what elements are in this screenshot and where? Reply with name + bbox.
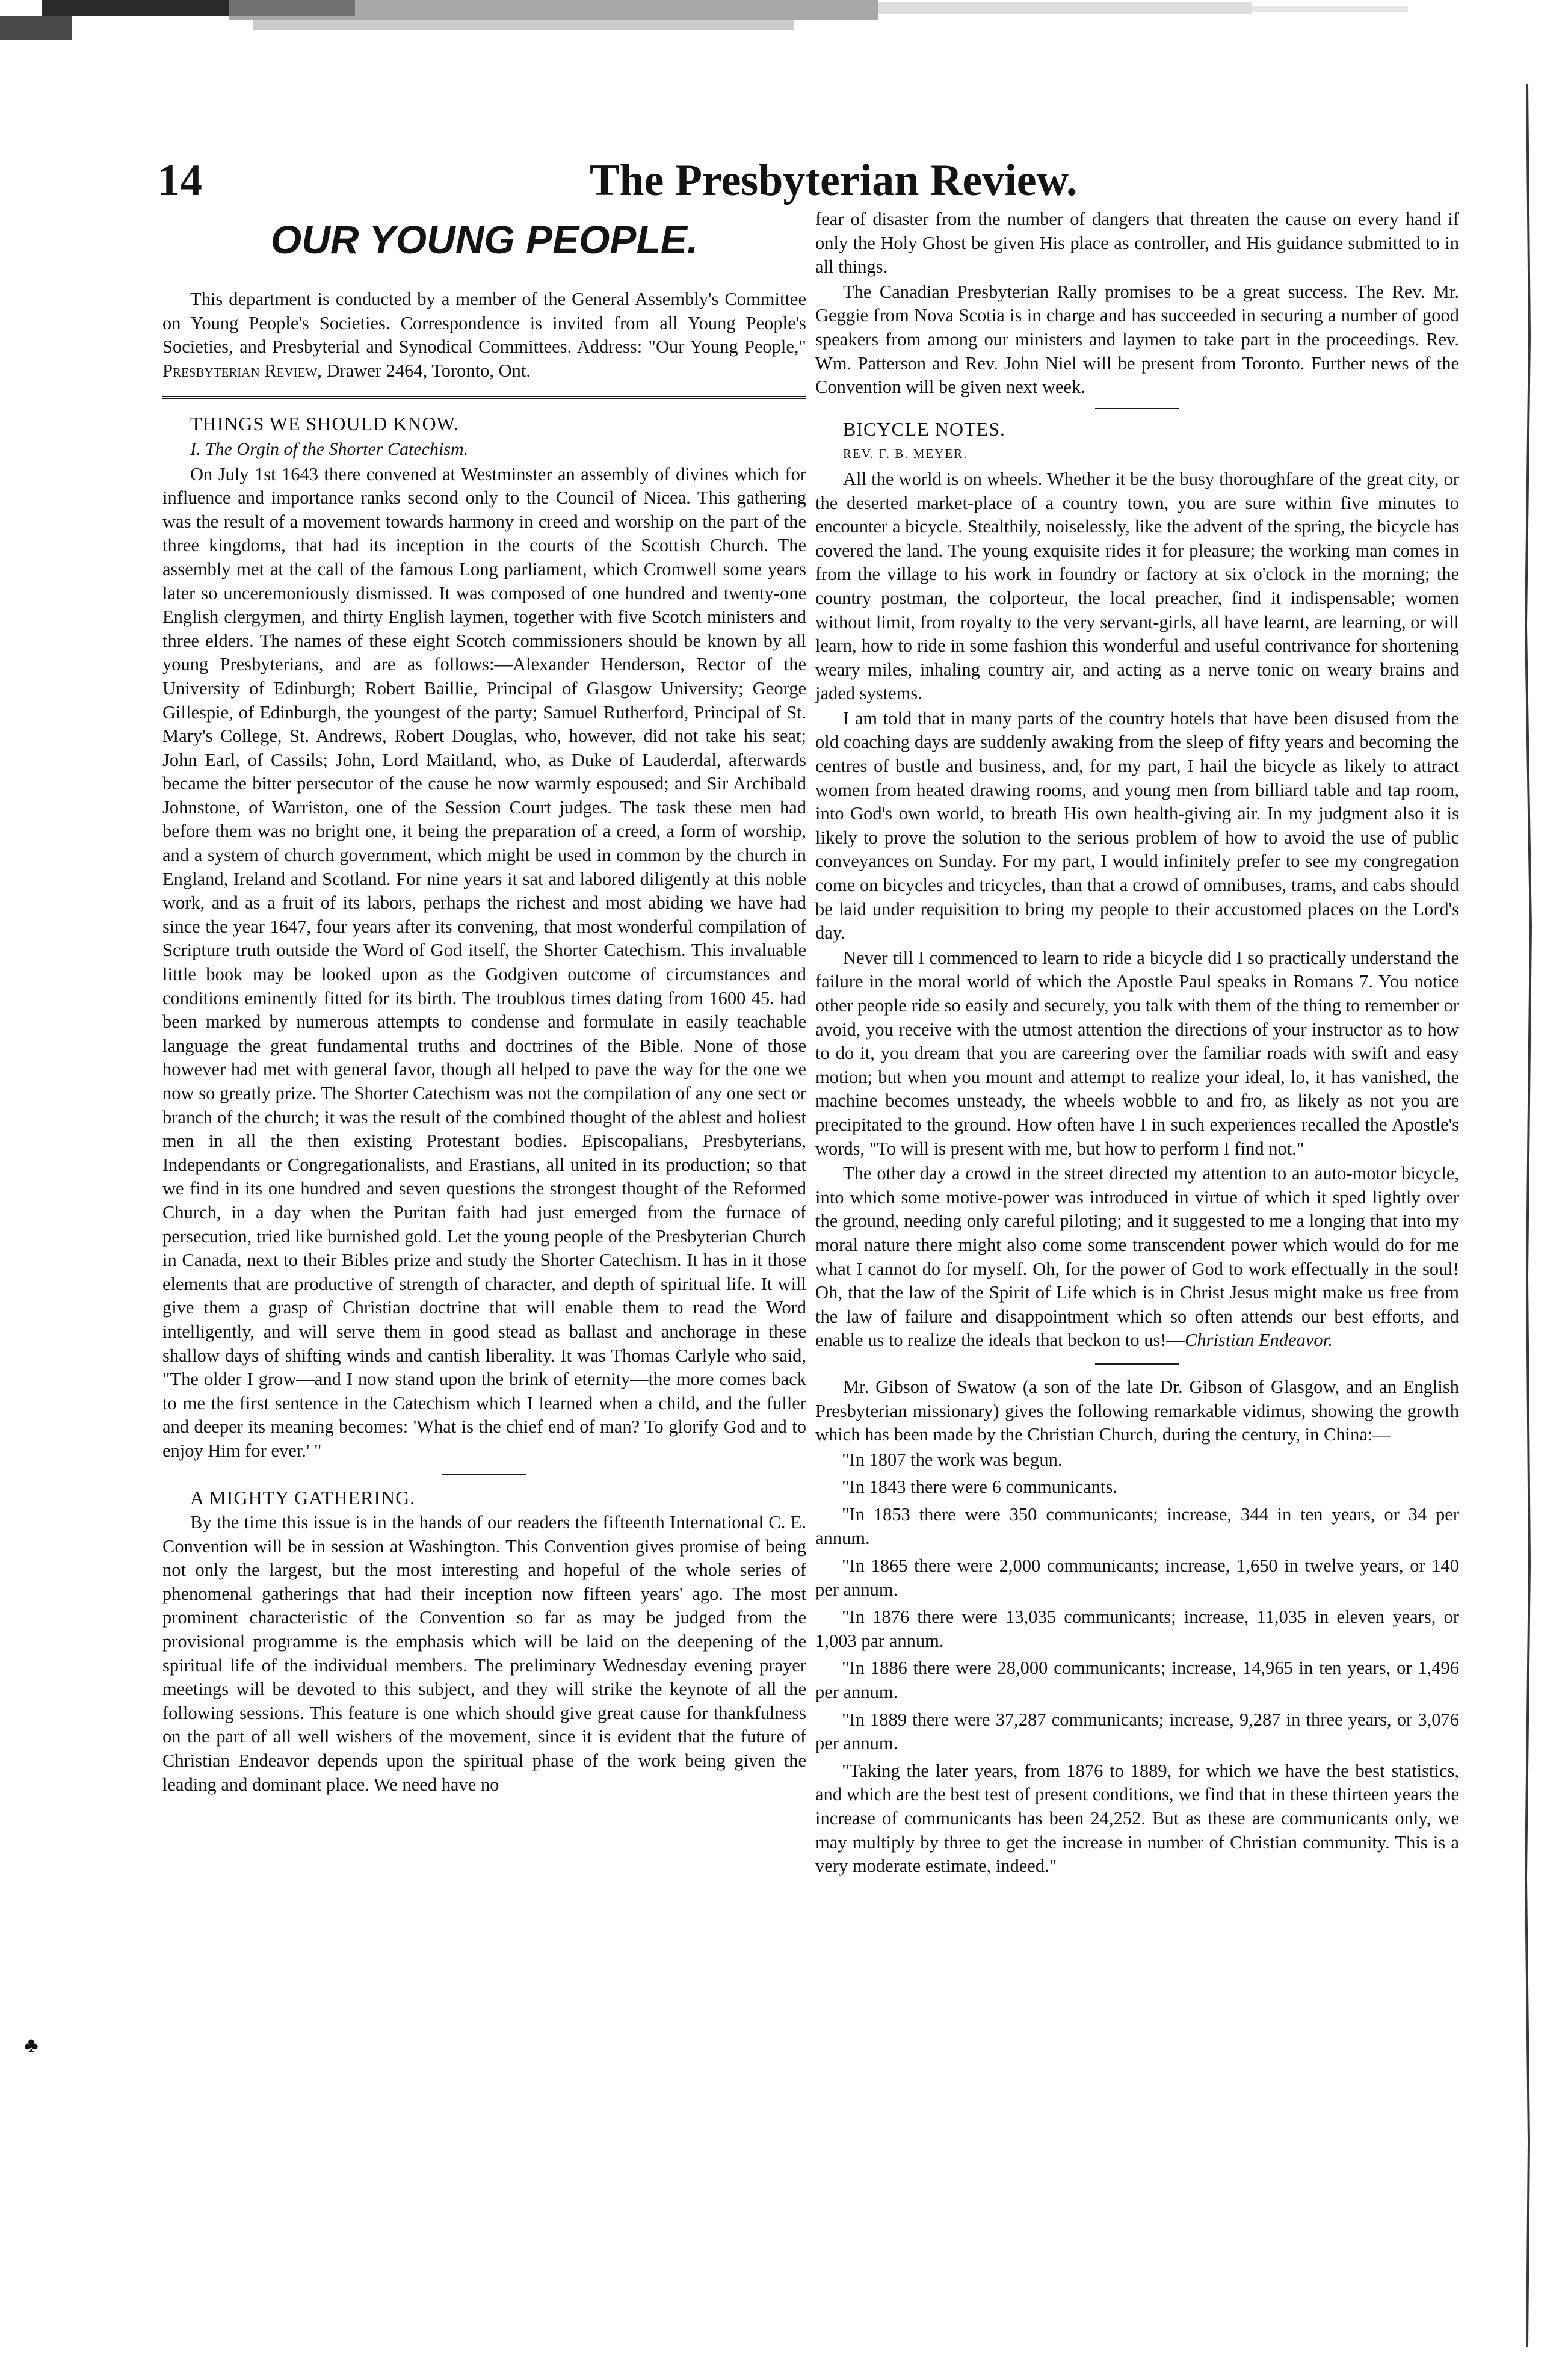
page-edge-binding-line (1509, 84, 1545, 2347)
article-paragraph: All the world is on wheels. Whether it be the busy thoroughfare of the great city, or the deserted market-place of a country town, you are sure within five minutes to encounter a bicycle. Stealthily, noiselessly, like the advent of the spring, the bicycle has covered the land. The young exquisite rides it for pleasure; the working man comes in from the village to his work in foundry or factory at six o'clock in the morning; the country postman, the colporteur, the local preacher, find it indispensable; women without limit, from royalty to the very servant-girls, all have learnt, are learning, or will learn, how to ride in some fashion this wonderful and useful contrivance for shortening weary miles, inhaling country air, and acting as a nerve tonic on weary brains and jaded systems. (815, 468, 1459, 704)
intro-journal-name: Presbyterian Review, (162, 360, 322, 381)
article-paragraph: I am told that in many parts of the country hotels that have been disused from the old coaching days are suddenly awaking from the sleep of fifty years and becoming the centres of bustle and business, and, for my part, I hail the bicycle as likely to attract women from heated drawing rooms, and young men from billiard table and tap room, into God's own world, to breath His own health-giving air. In my judgment also it is likely to prove the solution to the serious problem of how to avoid the use of public conveyances on Sunday. For my part, I would infinitely prefer to see my congregation come on bicycles and tricycles, than that a crowd of omnibuses, trams, and cabs should be laid under requisition to bring my people to their accustomed places on the Lord's day. (815, 708, 1459, 943)
article-title: THINGS WE SHOULD KNOW. (190, 413, 459, 435)
journal-title: The Presbyterian Review. (590, 156, 1078, 205)
stat-line: "In 1876 there were 13,035 communicants; increase, 11,035 in eleven years, or 1,003 par annum. (815, 1607, 1459, 1651)
article-title: A MIGHTY GATHERING. (190, 1486, 416, 1508)
stat-line: "In 1843 there were 6 communicants. (842, 1477, 1117, 1498)
article-paragraph: Never till I commenced to learn to ride a bicycle did I so practically understand the failure in the moral world of which the Apostle Paul speaks in Romans 7. You notice other people ride so easily and securely, you talk with them of the thing to remember or avoid, you receive with the utmost attention the directions of your instructor as to how to do it, you dream that you are careering over the familiar roads with swift and easy motion; but when you mount and attempt to realize your ideal, lo, it has vanished, the machine becomes unsteady, the wheels wobble to and fro, as likely as not you are precipitated to the ground. How often have I in such experiences recalled the Apostle's words, "To will is present with me, but how to perform I find not." (815, 947, 1459, 1159)
article-paragraph: Mr. Gibson of Swatow (a son of the late Dr. Gibson of Glasgow, and an English Presbyterian missionary) gives the following remarkable vidimus, showing the growth which has been made by the Christian Church, during the century, in China:— (815, 1376, 1459, 1445)
article-paragraph: The Canadian Presbyterian Rally promises to be a great success. The Rev. Mr. Geggie from Nova Scotia is in charge and has succeeded in securing a number of good speakers from among our ministers and laymen to take part in the proceedings. Rev. Wm. Patterson and Rev. John Niel will be present from Toronto. Further news of the Convention will be given next week. (815, 281, 1459, 398)
article-byline: REV. F. B. MEYER. (843, 446, 968, 461)
paragraph-text: The other day a crowd in the street directed my attention to an auto-motor bicycle, into which some motive-power was introduced in virtue of which it sped lightly over the ground, needing only careful piloting; and it suggested to me a longing that into my moral nature there might also come some transcendent power which would do for me what I cannot do for myself. Oh, for the power of God to work effectually in the soul! Oh, that the law of the Spirit of Life which is in Christ Jesus might make us free from the law of failure and disappointment which so often attends our best efforts, and enable us to realize the ideals that beckon to us!— (815, 1163, 1459, 1351)
article-paragraph: On July 1st 1643 there convened at Westminster an assembly of divines which for influence and importance ranks second only to the Council of Nicea. This gathering was the result of a movement towards harmony in creed and worship on the part of the three kingdoms, that had its inception in the courts of the Scottish Church. The assembly met at the call of the famous Long parliament, which Cromwell some years later so unceremoniously dismissed. It was composed of one hundred and twenty-one English clergymen, and thirty English laymen, together with five Scotch ministers and three elders. The names of these eight Scotch commissioners should be known by all young Presbyterians, and are as follows:—Alexander Henderson, Rector of the University of Edinburgh; Robert Baillie, Principal of Glasgow University; George Gillespie, of Edinburgh, the youngest of the party; Samuel Rutherford, Principal of St. Mary's College, St. Andrews, Robert Douglas, who, however, did not take his seat; John Earl, of Cassils; John, Lord Maitland, who, as Duke of Lauderdal, afterwards became the bitter persecutor of the cause he now warmly espoused; and Sir Archibald Johnstone, of Warriston, one of the Session Court judges. The task these men had before them was no bright one, it being the preparation of a creed, a form of worship, and a system of church government, which might be used in common by the church in England, Ireland and Scotland. For nine years it sat and labored diligently at this noble work, and as a fruit of its labors, perhaps the richest and most abiding we have had since the year 1647, four years after its convening, that most wonderful compilation of Scripture truth outside the Word of God itself, the Shorter Catechism. This invaluable little book may be looked upon as the Godgiven outcome of circumstances and conditions eminently fitted for its birth. The troublous times dating from 1600 45. had been marked by numerous attempts to condense and formulate in easily teachable language the great fundamental truths and doctrines of the Bible. None of those however had met with general favor, though all helped to pave the way for the one we now so greatly prize. The Shorter Catechism was not the compilation of any one sect or branch of the church; it was the result of the combined thought of the ablest and holiest men in all the then existing Protestant bodies. Episcopalians, Presbyterians, Independants or Congregationalists, and Erastians, all united in its production; so that we find in its one hundred and seven questions the strongest thought of the Reformed Church, in a day when the Puritan faith had just emerged from the furnace of persecution, tried like burnished gold. Let the young people of the Presbyterian Church in Canada, next to their Bibles prize and study the Shorter Catechism. It has in it those elements that are productive of strength of character, and depth of spiritual life. It will give them a grasp of Christian doctrine that will enable them to read the Word intelligently, and will serve them in good stead as ballast and anchorage in these shallow days of shifting winds and cantish liberality. It was Thomas Carlyle who said, "The older I grow—and I now stand upon the brink of eternity—the more comes back to me the first sentence in the Catechism which I learned when a child, and the fuller and deeper its meaning becomes: 'What is the chief end of man? To glorify God and to enjoy Him for ever.' " (162, 463, 806, 1461)
stat-line: "In 1853 there were 350 communicants; increase, 344 in ten years, or 34 per annum. (815, 1504, 1459, 1549)
stat-line: "Taking the later years, from 1876 to 1889, for which we have the best statistics, and which are the best test of present conditions, we find that in these thirteen years the increase of communicants has been 24,252. But as these are communicants only, we may multiply by three to get the increase in number of Christian community. This is a very moderate estimate, indeed." (815, 1760, 1459, 1877)
stat-line: "In 1865 there were 2,000 communicants; increase, 1,650 in twelve years, or 140 per annum. (815, 1555, 1459, 1600)
page-number: 14 (158, 156, 202, 205)
short-rule (442, 1474, 526, 1475)
short-rule (1095, 1363, 1179, 1365)
scan-damage-strip (0, 0, 1568, 47)
article-title: BICYCLE NOTES. (843, 418, 1005, 440)
article-paragraph: fear of disaster from the number of dangers that threaten the cause on every hand if only the Holy Ghost be given His place as controller, and His guidance submitted to in all things. (815, 209, 1459, 277)
double-rule (162, 396, 806, 399)
article-subtitle: I. The Orgin of the Shorter Catechism. (190, 439, 469, 459)
stat-line: "In 1807 the work was begun. (842, 1449, 1063, 1470)
right-column (815, 208, 1459, 1882)
intro-text: This department is conducted by a member of the General Assembly's Committee on Young People's Societies. Correspondence is invited from all Young People's Societies, and Presbyterial and Synodical Committees. Address: "Our Young People," (162, 289, 806, 357)
short-rule (1095, 408, 1179, 409)
stat-line: "In 1886 there were 28,000 communicants; increase, 14,965 in ten years, or 1,496 per annum. (815, 1658, 1459, 1703)
article-paragraph: By the time this issue is in the hands of our readers the fifteenth International C. E. Convention will be in session at Washington. This Convention gives promise of being not only the largest, but the most interesting and hopeful of the whole series of phenomenal gatherings that had their inception now fifteen years' ago. The most prominent characteristic of the Convention so far as may be judged from the provisional programme is the emphasis which will be laid on the deepening of the spiritual life of the individual members. The preliminary Wednesday evening prayer meetings will be devoted to this subject, and they will strike the keynote of all the following sessions. This feature is one which should give great cause for thankfulness on the part of all well wishers of the movement, since it is evident that the future of Christian Endeavor depends upon the spiritual phase of the work being given the leading and dominant place. We need have no (162, 1512, 806, 1795)
article-paragraph (815, 1162, 1459, 1353)
stat-line: "In 1889 there were 37,287 communicants; increase, 9,287 in three years, or 3,076 per annum. (815, 1709, 1459, 1754)
section-title: OUR YOUNG PEOPLE. (270, 217, 699, 262)
margin-mark: ♣ (24, 2033, 39, 2057)
left-column (162, 217, 806, 1798)
article-source: Christian Endeavor. (1185, 1330, 1333, 1351)
department-intro (162, 288, 806, 383)
intro-address: Drawer 2464, Toronto, Ont. (321, 360, 531, 381)
